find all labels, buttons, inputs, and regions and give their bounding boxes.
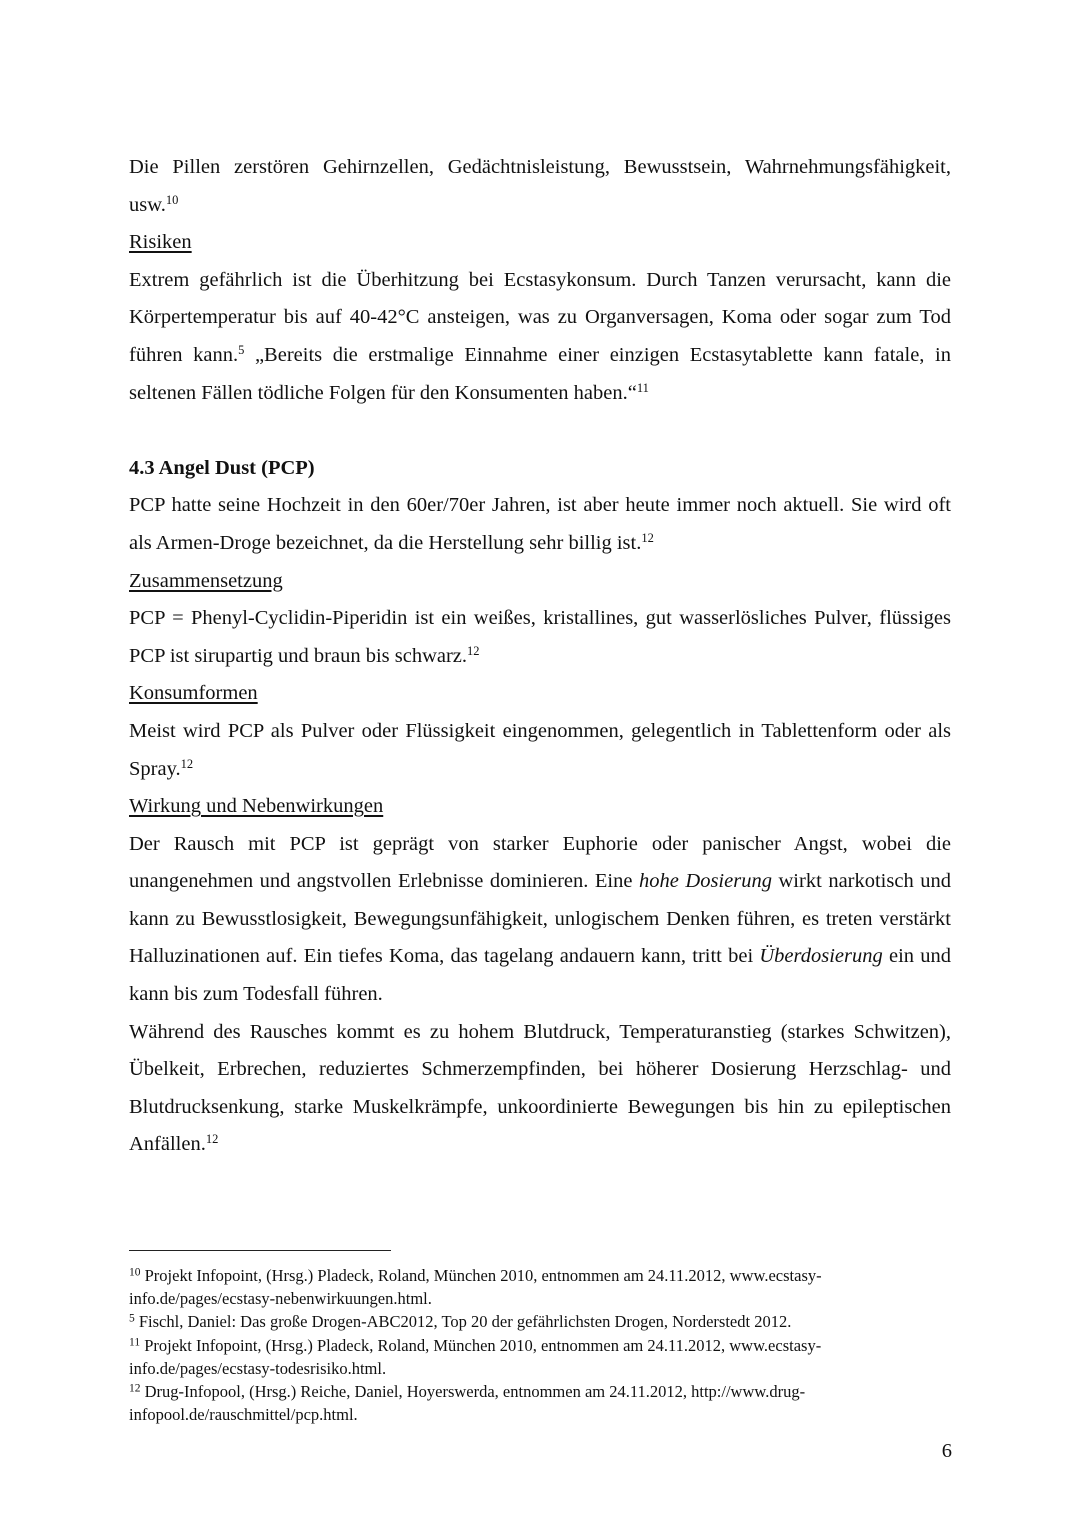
- section-title: 4.3 Angel Dust (PCP): [129, 456, 315, 479]
- page-number: 6: [941, 1440, 952, 1462]
- section-spacer: [129, 412, 951, 450]
- wirkung-text-a: Der Rausch mit PCP ist geprägt von starker Euphorie oder panischer Angst, wobei die unangenehmen und angstvollen Erlebnisse dominieren. Eine: [129, 832, 951, 893]
- footnote-text: Fischl, Daniel: Das große Drogen-ABC2012, Top 20 der gefährlichsten Drogen, Norderstedt 2012.: [134, 1312, 792, 1332]
- konsumformen-paragraph: [129, 713, 951, 788]
- wirkung-paragraph-2: [129, 1014, 951, 1164]
- wirkung-text-c: ein und kann bis zum Todesfall führen.: [129, 945, 952, 1006]
- konsumformen-heading: Konsumformen: [129, 682, 258, 705]
- zusammensetzung-heading: Zusammensetzung: [129, 569, 283, 592]
- footnote-ref: 5: [238, 343, 245, 358]
- footnote-ref: 11: [636, 380, 649, 395]
- wirkung-paragraph-1: [129, 826, 951, 1014]
- footnote-number: 11: [129, 1335, 141, 1348]
- footnote-number: 5: [129, 1312, 135, 1325]
- emphasis-hohe-dosierung: hohe Dosierung: [639, 870, 772, 893]
- risiken-paragraph: [129, 262, 951, 412]
- risiken-quote: „Bereits die erstmalige Einnahme einer einzigen Ecstasytablette kann fatale, in seltenen Fällen tödliche Folgen für den Konsumenten haben.“: [129, 343, 951, 404]
- section-intro: [129, 487, 951, 562]
- footnote-item: [129, 1380, 919, 1426]
- zusammensetzung-paragraph: [129, 600, 951, 675]
- wirkung-heading: Wirkung und Nebenwirkungen: [129, 795, 384, 818]
- footnote-text: Projekt Infopoint, (Hrsg.) Pladeck, Roland, München 2010, entnommen am 24.11.2012, www.ecstasy-info.de/pages/ecstasy-todesrisiko.html.: [129, 1335, 822, 1378]
- footnote-ref: 12: [641, 531, 654, 546]
- wirkung-text-2: Während des Rausches kommt es zu hohem Blutdruck, Temperaturanstieg (starkes Schwitzen), Übelkeit, Erbrechen, reduziertes Schmerzempfinden, bei höherer Dosierung Herzschlag- und Blutdrucksenkung, starke Muskelkrämpfe, unkoordinierte Bewegungen bis hin zu epileptischen Anfällen.: [129, 1020, 951, 1156]
- emphasis-ueberdosierung: Überdosierung: [759, 945, 883, 968]
- main-text: [129, 149, 951, 1164]
- risiken-text: Extrem gefährlich ist die Überhitzung bei Ecstasykonsum. Durch Tanzen verursacht, kann die Körpertemperatur bis auf 40-42°C ansteigen, was zu Organversagen, Koma oder sogar zum Tod führen kann.: [129, 268, 951, 366]
- wirkung-text-b: wirkt narkotisch und kann zu Bewusstlosigkeit, Bewegungsunfähigkeit, unlogischem Denken führen, es treten verstärkt Halluzinationen auf. Ein tiefes Koma, das tagelang andauern kann, tritt bei: [129, 870, 951, 968]
- intro-text: Die Pillen zerstören Gehirnzellen, Gedächtnisleistung, Bewusstsein, Wahrnehmungsfähigkeit, usw.: [129, 156, 951, 216]
- footnote-ref: 12: [180, 756, 194, 771]
- footnote-item: [129, 1310, 919, 1333]
- footnote-text: Projekt Infopoint, (Hrsg.) Pladeck, Roland, München 2010, entnommen am 24.11.2012, www.ecstasy-info.de/pages/ecstasy-nebenwirkuungen.html.: [129, 1266, 822, 1309]
- footnote-separator: [129, 1250, 391, 1251]
- section-intro-text: PCP hatte seine Hochzeit in den 60er/70er Jahren, ist aber heute immer noch aktuell. Sie wird oft als Armen-Droge bezeichnet, da die Herstellung sehr billig ist.: [129, 494, 951, 554]
- footnote-ref: 10: [165, 192, 179, 207]
- footnote-ref: 12: [467, 643, 480, 658]
- footnote-item: [129, 1264, 919, 1310]
- footnote-item: [129, 1334, 919, 1380]
- footnote-number: 10: [129, 1266, 141, 1279]
- zusammensetzung-text: PCP = Phenyl-Cyclidin-Piperidin ist ein weißes, kristallines, gut wasserlösliches Pulver, flüssiges PCP ist sirupartig und braun bis schwarz.: [129, 607, 951, 667]
- footnote-number: 12: [129, 1382, 141, 1395]
- konsumformen-text: Meist wird PCP als Pulver oder Flüssigkeit eingenommen, gelegentlich in Tablettenform oder als Spray.: [129, 719, 951, 780]
- intro-paragraph: [129, 149, 951, 224]
- footnote-ref: 12: [205, 1132, 219, 1147]
- footnote-text: Drug-Infopool, (Hrsg.) Reiche, Daniel, Hoyerswerda, entnommen am 24.11.2012, http://www.drug-infopool.de/rauschmittel/pcp.html.: [129, 1382, 806, 1425]
- risiken-heading: Risiken: [129, 231, 192, 254]
- footnotes: [129, 1264, 919, 1426]
